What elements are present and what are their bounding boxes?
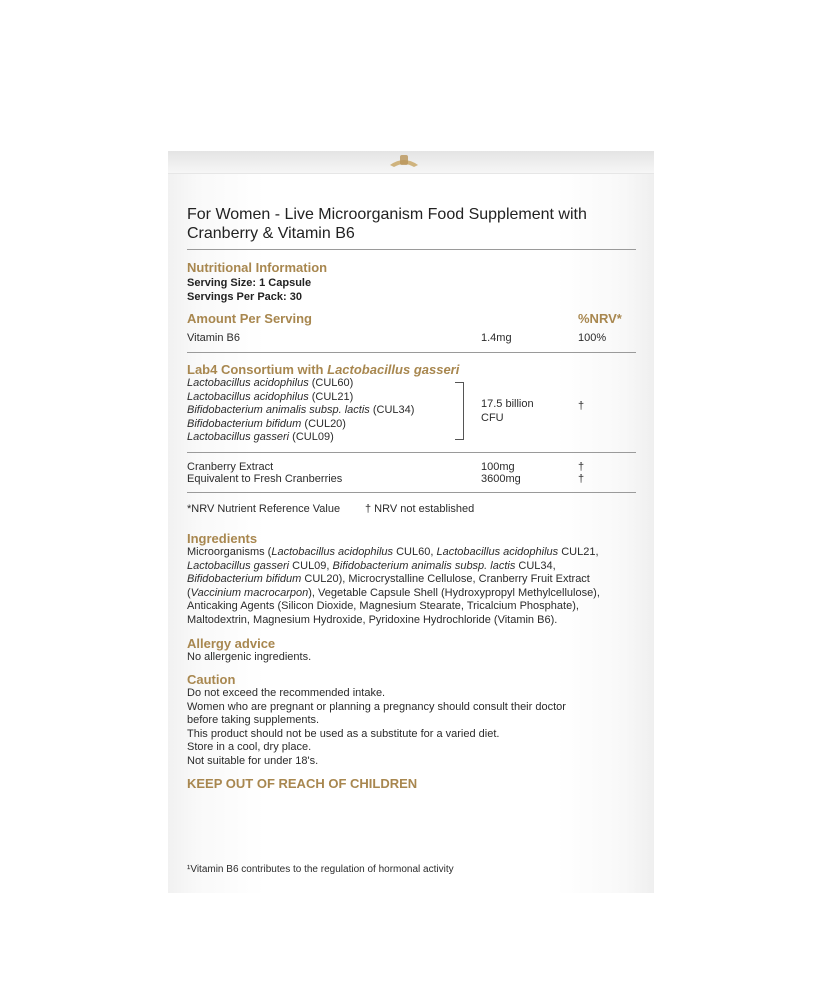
product-title [187,205,636,243]
strain-item: Lactobacillus gasseri (CUL09) [187,431,334,443]
vitamin-b6-name: Vitamin B6 [187,332,240,344]
product-title-line1: For Women - Live Microorganism Food Supplement with [187,206,587,223]
nrv-heading: %NRV* [578,311,622,326]
consortium-heading-species: Lactobacillus gasseri [327,362,460,377]
strain-item: Lactobacillus acidophilus (CUL21) [187,390,354,403]
servings-per-pack: Servings Per Pack: 30 [187,291,302,303]
caution-line: This product should not be used as a substitute for a varied diet. [187,727,500,740]
product-title-line2: Cranberry & Vitamin B6 [187,225,355,242]
cranberry-extract-nrv: † [578,461,585,473]
cranberry-extract-amount: 100mg [481,461,515,473]
allergy-text: No allergenic ingredients. [187,651,312,663]
strain-bracket [455,382,464,440]
nrv-footnote: *NRV Nutrient Reference Value [187,503,341,515]
nutritional-info-heading: Nutritional Information [187,260,328,275]
cranberry-extract-name: Cranberry Extract [187,461,274,473]
dagger-footnote: † NRV not established [365,503,475,515]
consortium-divider [187,452,636,453]
claim-footnote: ¹Vitamin B6 contributes to the regulation of hormonal activity [187,864,454,875]
fresh-cranberries-nrv: † [578,473,585,485]
caution-line: Store in a cool, dry place. [187,741,312,753]
title-divider [187,249,636,250]
consortium-amount: 17.5 billion CFU [481,398,534,424]
consortium-nrv: † [578,400,585,412]
caution-list [187,687,636,768]
vitamin-b6-nrv: 100% [578,332,607,344]
keep-out-warning: KEEP OUT OF REACH OF CHILDREN [187,776,418,791]
brand-logo-icon [384,151,424,169]
ingredients-heading: Ingredients [187,531,258,546]
allergy-heading: Allergy advice [187,636,276,651]
strain-list [187,377,414,445]
fresh-cranberries-amount: 3600mg [481,473,521,485]
caution-line: before taking supplements. [187,714,320,726]
vitamin-divider [187,352,636,353]
cranberry-divider [187,492,636,493]
caution-line: Do not exceed the recommended intake. [187,687,386,699]
consortium-heading [187,362,459,377]
caution-heading: Caution [187,672,236,687]
strain-item: Lactobacillus acidophilus (CUL60) [187,377,354,389]
strain-item: Bifidobacterium bifidum (CUL20) [187,417,346,430]
strain-item: Bifidobacterium animalis subsp. lactis (CUL34) [187,404,415,416]
caution-line: Not suitable for under 18's. [187,754,319,767]
caution-line: Women who are pregnant or planning a pregnancy should consult their doctor [187,700,566,713]
consortium-heading-text: Lab4 Consortium with [187,362,328,377]
vitamin-b6-amount: 1.4mg [481,332,512,344]
ingredients-text: Microorganisms (Lactobacillus acidophilus CUL60, Lactobacillus acidophilus CUL21, Lactobacillus gasseri CUL09, Bifidobacterium animalis subsp. lactis CUL34, Bifidobacterium bifidum CUL20), Microcrystalline Cellulose, Cranberry Fruit Extract (Vaccinium macrocarpon), Vegetable Capsule Shell (Hydroxypropyl Methylcellulose), Anticaking Agents (Silicon Dioxide, Magnesium Stearate, Tricalcium Phosphate), Maltodextrin, Magnesium Hydroxide, Pyridoxine Hydrochloride (Vitamin B6). [187,546,600,626]
serving-size: Serving Size: 1 Capsule [187,277,312,289]
amount-per-serving-heading: Amount Per Serving [187,311,312,326]
fresh-cranberries-name: Equivalent to Fresh Cranberries [187,473,343,485]
